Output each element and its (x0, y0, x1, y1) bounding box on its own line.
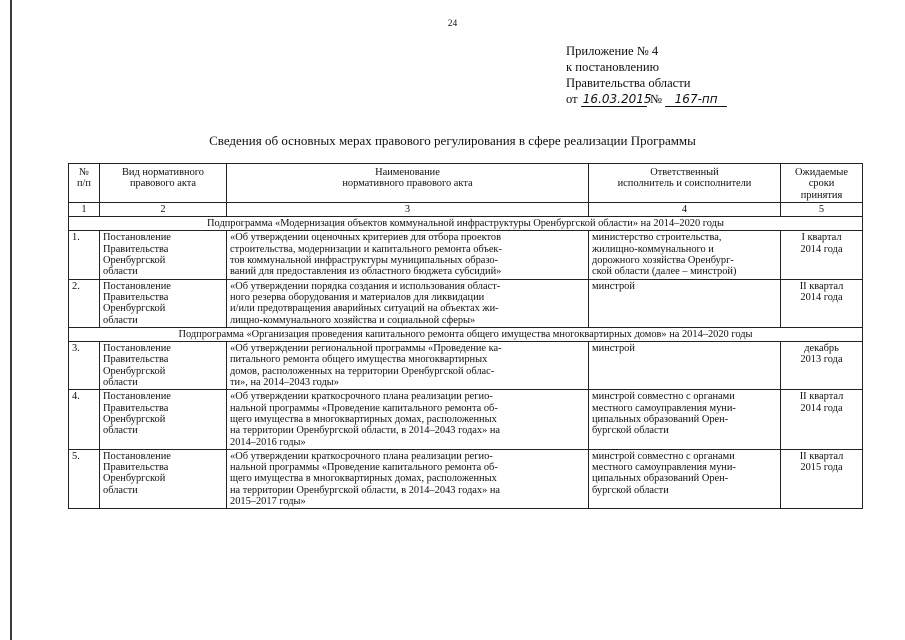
act-name-cell: «Об утверждении региональной программы «Проведение ка- питального ремонта общего имущества многоквартирных домов, расположенных на территории Оренбургской облас- ти», на 2014–2043 годы» (227, 342, 589, 390)
column-number: 3 (227, 202, 589, 216)
term-cell: I квартал 2014 года (781, 231, 863, 279)
header-num: № п/п (69, 164, 100, 203)
term-cell: II квартал 2015 года (781, 449, 863, 508)
column-number: 4 (589, 202, 781, 216)
table-row (69, 279, 863, 327)
column-number: 5 (781, 202, 863, 216)
subprogram-title: Подпрограмма «Организация проведения капитального ремонта общего имущества многоквартирных домов» на 2014–2020 годы (69, 327, 863, 341)
act-name-cell: «Об утверждении краткосрочного плана реализации регио- нальной программы «Проведение капитального ремонта об- щего имущества в многоквартирных домах, расположенных на территории Оренбургской области, в 2014–2043 годах» на 2015–2017 годы» (227, 449, 589, 508)
scan-edge-line (10, 0, 12, 640)
executor-cell: минстрой совместно с органами местного самоуправления муни- ципальных образований Орен- бургской области (589, 390, 781, 449)
table-row (69, 390, 863, 449)
handwritten-number: 167-пп (665, 93, 727, 107)
subprogram-row (69, 327, 863, 341)
row-number: 1. (69, 231, 100, 279)
executor-cell: минстрой (589, 342, 781, 390)
page-number: 24 (447, 19, 458, 29)
act-type-cell: Постановление Правительства Оренбургской области (100, 231, 227, 279)
header-term: Ожидаемые сроки принятия (781, 164, 863, 203)
number-label: № (649, 92, 662, 106)
header-act-name: Наименование нормативного правового акта (227, 164, 589, 203)
term-cell: II квартал 2014 года (781, 279, 863, 327)
header-executor: Ответственный исполнитель и соисполнители (589, 164, 781, 203)
document-title: Сведения об основных мерах правового регулирования в сфере реализации Программы (209, 133, 696, 148)
subprogram-title: Подпрограмма «Модернизация объектов коммунальной инфраструктуры Оренбургской области» на 2014–2020 годы (69, 217, 863, 231)
header-row (69, 164, 863, 203)
from-label: от (566, 92, 578, 106)
row-number: 3. (69, 342, 100, 390)
act-name-cell: «Об утверждении оценочных критериев для отбора проектов строительства, модернизации и капитального ремонта объек- тов коммунальной инфраструктуры муниципальных образо- ваний для предоставления из областного бюджета субсидий» (227, 231, 589, 279)
row-number: 4. (69, 390, 100, 449)
handwritten-date: 16.03.2015 (582, 92, 652, 106)
appendix-block (566, 43, 727, 107)
term-cell: декабрь 2013 года (781, 342, 863, 390)
executor-cell: минстрой (589, 279, 781, 327)
subprogram-row (69, 217, 863, 231)
act-type-cell: Постановление Правительства Оренбургской области (100, 449, 227, 508)
column-number: 1 (69, 202, 100, 216)
column-number: 2 (100, 202, 227, 216)
act-type-cell: Постановление Правительства Оренбургской области (100, 342, 227, 390)
measures-table (68, 163, 863, 509)
row-number: 5. (69, 449, 100, 508)
act-name-cell: «Об утверждении краткосрочного плана реализации регио- нальной программы «Проведение капитального ремонта об- щего имущества в многоквартирных домах, расположенных на территории Оренбургской области, в 2014–2043 годах» на 2014–2016 годы» (227, 390, 589, 449)
table-row (69, 342, 863, 390)
act-type-cell: Постановление Правительства Оренбургской области (100, 390, 227, 449)
row-number: 2. (69, 279, 100, 327)
column-number-row (69, 202, 863, 216)
act-name-cell: «Об утверждении порядка создания и использования област- ного резерва оборудования и материалов для ликвидации и/или предотвращения аварийных ситуаций на объектах жи- лищно-коммунального хозяйства и социальной сферы» (227, 279, 589, 327)
appendix-date-line (566, 91, 727, 107)
header-act-type: Вид нормативного правового акта (100, 164, 227, 203)
appendix-line-3: Правительства области (566, 76, 691, 90)
table-row (69, 231, 863, 279)
appendix-line-1: Приложение № 4 (566, 44, 659, 58)
act-type-cell: Постановление Правительства Оренбургской области (100, 279, 227, 327)
appendix-line-2: к постановлению (566, 60, 660, 74)
executor-cell: минстрой совместно с органами местного самоуправления муни- ципальных образований Орен- бургской области (589, 449, 781, 508)
table-row (69, 449, 863, 508)
term-cell: II квартал 2014 года (781, 390, 863, 449)
executor-cell: министерство строительства, жилищно-коммунального и дорожного хозяйства Оренбург- ской области (далее – минстрой) (589, 231, 781, 279)
